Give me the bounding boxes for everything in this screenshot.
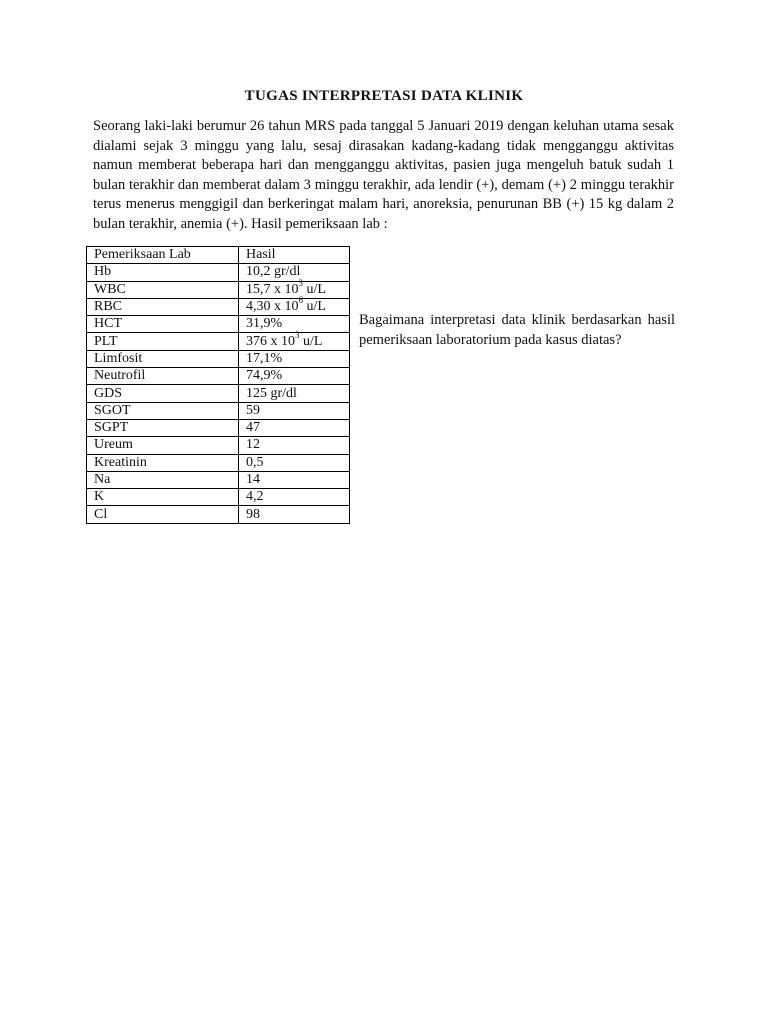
table-row xyxy=(87,350,350,367)
lab-result xyxy=(239,471,350,488)
lab-parameter: Limfosit xyxy=(87,350,239,367)
lab-result xyxy=(239,402,350,419)
lab-result-value: 59 xyxy=(246,402,260,418)
table-row xyxy=(87,454,350,471)
lab-result-value: 74,9% xyxy=(246,368,283,384)
table-row xyxy=(87,368,350,385)
lab-result-value: 10,2 gr/dl xyxy=(246,264,301,280)
lab-result xyxy=(239,419,350,436)
lab-result-value: 12 xyxy=(246,437,260,453)
lab-parameter: K xyxy=(87,489,239,506)
lab-result xyxy=(239,316,350,333)
lab-result-value: 14 xyxy=(246,472,260,487)
table-row xyxy=(87,419,350,436)
table-row xyxy=(87,281,350,298)
lab-parameter: SGOT xyxy=(87,402,239,419)
lab-result xyxy=(239,385,350,402)
lab-result-value: 4,30 x 10 xyxy=(246,299,299,315)
lab-result-value: 31,9% xyxy=(246,316,283,332)
lab-parameter: HCT xyxy=(87,316,239,333)
table-row xyxy=(87,264,350,281)
lab-parameter: Na xyxy=(87,471,239,488)
lab-result-value: 17,1% xyxy=(246,350,283,366)
lab-result xyxy=(239,295,350,315)
table-row xyxy=(87,506,350,523)
lab-result-exponent: 3 xyxy=(295,329,300,340)
lab-results-table xyxy=(86,246,350,524)
lab-result xyxy=(239,264,350,281)
lab-result-value: 0,5 xyxy=(246,454,264,470)
lab-parameter: RBC xyxy=(87,298,239,315)
table-row xyxy=(87,333,350,350)
table-row xyxy=(87,489,350,506)
table-row xyxy=(87,385,350,402)
header-parameter: Pemeriksaan Lab xyxy=(87,247,239,264)
lab-result xyxy=(239,506,350,523)
lab-parameter: Hb xyxy=(87,264,239,281)
lab-result-unit: u/L xyxy=(303,299,326,315)
lab-result-value: 4,2 xyxy=(246,489,264,505)
table-row xyxy=(87,402,350,419)
lab-result-exponent: 6 xyxy=(298,295,303,306)
lab-result xyxy=(239,278,350,298)
lab-parameter: Ureum xyxy=(87,437,239,454)
case-description: Seorang laki-laki berumur 26 tahun MRS pada tanggal 5 Januari 2019 dengan keluhan utama sesak dialami sejak 3 minggu yang lalu, sesaj dirasakan kadang-kadang tidak mengganggu aktivitas namun memberat beberapa hari dan mengganggu aktivitas, pasien juga mengeluh batuk sudah 1 bulan terakhir dan memberat dalam 3 minggu terakhir, ada lendir (+), demam (+) 2 minggu terakhir terus menerus menggigil dan berkeringat malam hari, anoreksia, penurunan BB (+) 15 kg dalam 2 bulan terakhir, anemia (+). Hasil pemeriksaan lab : xyxy=(93,118,674,232)
lab-result-unit: u/L xyxy=(303,281,326,297)
table-row xyxy=(87,437,350,454)
lab-result-exponent: 3 xyxy=(298,278,303,289)
table-row xyxy=(87,316,350,333)
lab-parameter: Neutrofil xyxy=(87,368,239,385)
lab-result-value: 376 x 10 xyxy=(246,333,295,349)
lab-parameter: Cl xyxy=(87,506,239,523)
lab-parameter: GDS xyxy=(87,385,239,402)
lab-result xyxy=(239,454,350,471)
lab-result xyxy=(239,329,350,350)
lab-result xyxy=(239,437,350,454)
question-text: Bagaimana interpretasi data klinik berdasarkan hasil pemeriksaan laboratorium pada kasus diatas? xyxy=(359,312,675,348)
lab-result xyxy=(239,489,350,506)
lab-result xyxy=(239,368,350,385)
lab-parameter: WBC xyxy=(87,281,239,298)
document-title: TUGAS INTERPRETASI DATA KLINIK xyxy=(244,88,524,104)
lab-result-unit: u/L xyxy=(299,333,323,349)
lab-parameter: Kreatinin xyxy=(87,454,239,471)
lab-result-value: 15,7 x 10 xyxy=(246,281,299,297)
lab-result-value: 47 xyxy=(246,420,260,436)
table-row xyxy=(87,298,350,315)
table-row xyxy=(87,471,350,488)
lab-result-value: 98 xyxy=(246,506,260,522)
table-header-row xyxy=(87,247,350,264)
lab-results-body xyxy=(87,264,350,523)
lab-parameter: PLT xyxy=(87,333,239,350)
lab-result-value: 125 gr/dl xyxy=(246,385,297,401)
header-result: Hasil xyxy=(239,247,350,264)
lab-parameter: SGPT xyxy=(87,419,239,436)
lab-result xyxy=(239,350,350,367)
